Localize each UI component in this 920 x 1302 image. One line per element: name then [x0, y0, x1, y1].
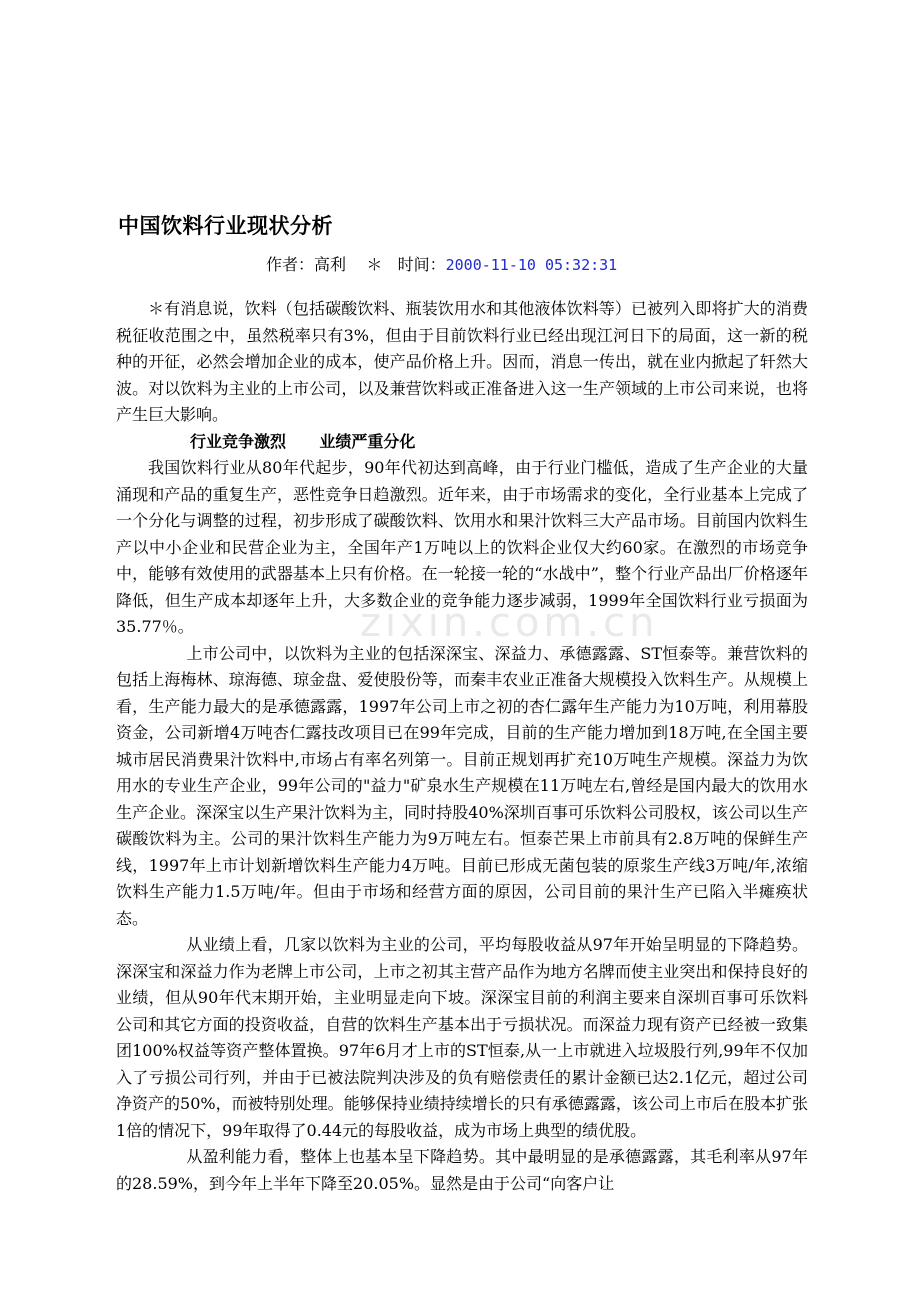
byline-time: 2000-11-10 05:32:31 — [445, 256, 618, 274]
paragraph: 从盈利能力看，整体上也基本呈下降趋势。其中最明显的是承德露露，其毛利率从97年的28.59%，到今年上半年下降至20.05%。显然是由于公司“向客户让 — [116, 1147, 808, 1193]
paragraph: 从业绩上看，几家以饮料为主业的公司，平均每股收益从97年开始呈明显的下降趋势。深深宝和深益力作为老牌上市公司，上市之初其主营产品作为地方名牌而使主业突出和保持良好的业绩，但从90年代末期开始，主业明显走向下坡。深深宝目前的利润主要来自深圳百事可乐饮料公司和其它方面的投资收益，自营的饮料生产基本出于亏损状况。而深益力现有资产已经被一致集团100%权益等资产整体置换。97年6月才上市的ST恒泰,从一上市就进入垃圾股行列,99年不仅加入了亏损公司行列，并由于已被法院判决涉及的负有赔偿责任的累计金额已达2.1亿元，超过公司净资产的50%，而被特别处理。能够保持业绩持续增长的只有承德露露，该公司上市后在股本扩张1倍的情况下，99年取得了0.44元的每股收益，成为市场上典型的绩优股。 — [116, 935, 808, 1140]
paragraph: 上市公司中，以饮料为主业的包括深深宝、深益力、承德露露、ST恒泰等。兼营饮料的包括上海梅林、琼海德、琼金盘、爱使股份等，而秦丰农业正准备大规模投入饮料生产。从规模上看，生产能力最大的是承德露露，1997年公司上市之初的杏仁露年生产能力为10万吨，利用幕股资金，公司新增4万吨杏仁露技改项目已在99年完成，目前的生产能力增加到18万吨,在全国主要城市居民消费果汁饮料中,市场占有率名列第一。目前正规划再扩充10万吨生产规模。深益力为饮用水的专业生产企业，99年公司的"益力"矿泉水生产规模在11万吨左右,曾经是国内最大的饮用水生产企业。深深宝以生产果汁饮料为主，同时持股40%深圳百事可乐饮料公司股权，该公司以生产碳酸饮料为主。公司的果汁饮料生产能力为9万吨左右。恒泰芒果上市前具有2.8万吨的保鲜生产线，1997年上市计划新增饮料生产能力4万吨。目前已形成无菌包装的原浆生产线3万吨/年,浓缩饮料生产能力1.5万吨/年。但由于市场和经营方面的原因，公司目前的果汁生产已陷入半瘫痪状态。 — [116, 643, 808, 928]
section-subheading: 行业竞争激烈 业绩严重分化 — [190, 431, 416, 451]
watermark: zixin.com.cn — [360, 600, 659, 646]
byline — [266, 252, 617, 275]
article-body — [116, 296, 808, 1197]
paragraph-intro: ＊有消息说，饮料（包括碳酸饮料、瓶装饮用水和其他液体饮料等）已被列入即将扩大的消费税征收范围之中，虽然税率只有3%，但由于目前饮料行业已经出现江河日下的局面，这一新的税种的开征，必然会增加企业的成本，使产品价格上升。因而，消息一传出，就在业内掀起了轩然大波。对以饮料为主业的上市公司，以及兼营饮料或正准备进入这一生产领域的上市公司来说，也将产生巨大影响。 — [116, 299, 808, 424]
article-title: 中国饮料行业现状分析 — [118, 214, 333, 238]
byline-author: 作者：高利 ＊ 时间： — [266, 255, 446, 274]
paragraph: 我国饮料行业从80年代起步，90年代初达到高峰，由于行业门槛低，造成了生产企业的大量涌现和产品的重复生产，恶性竞争日趋激烈。近年来，由于市场需求的变化，全行业基本上完成了一个分化与调整的过程，初步形成了碳酸饮料、饮用水和果汁饮料三大产品市场。目前国内饮料生产以中小企业和民营企业为主，全国年产1万吨以上的饮料企业仅大约60家。在激烈的市场竞争中，能够有效使用的武器基本上只有价格。在一轮接一轮的“水战中”，整个行业产品出厂价格逐年降低，但生产成本却逐年上升，大多数企业的竞争能力逐步减弱，1999年全国饮料行业亏损面为35.77％。 — [116, 458, 808, 636]
